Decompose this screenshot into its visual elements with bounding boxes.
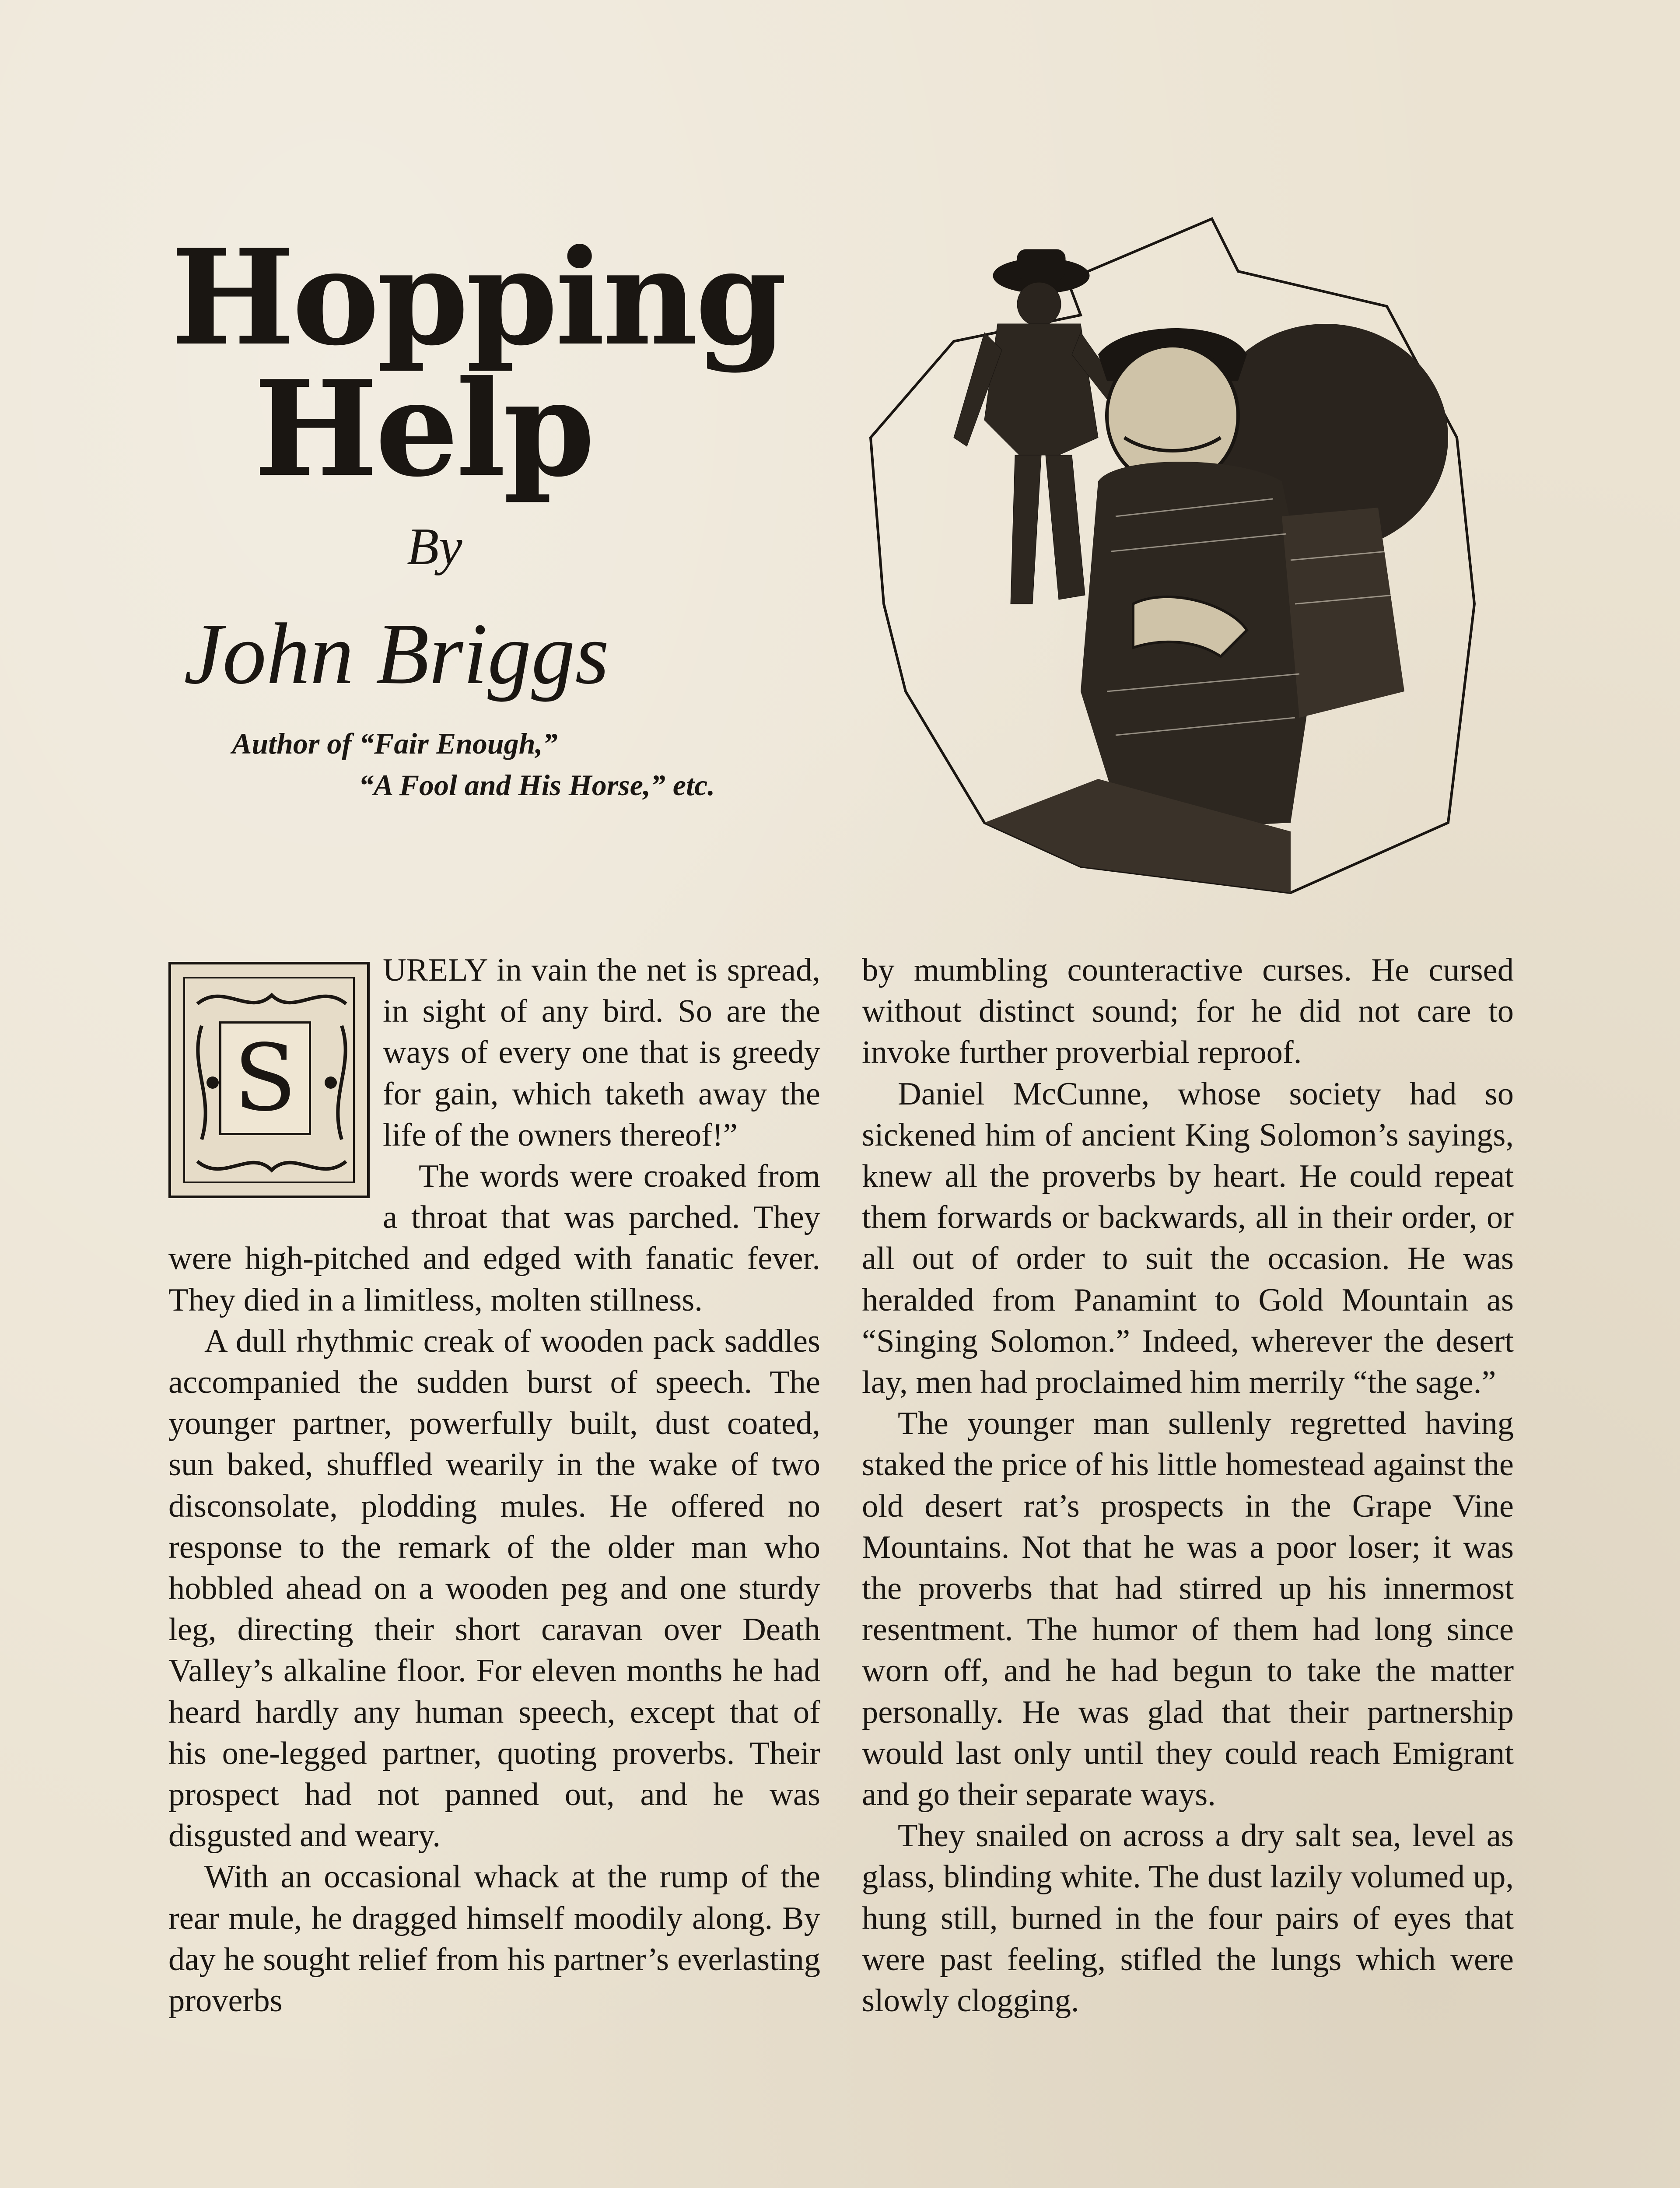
author-credit-line-2: “A Fool and His Horse,” etc. bbox=[359, 768, 715, 802]
author-name: John Briggs bbox=[184, 606, 609, 702]
paragraph: The words were croaked from a throat that was parched. They were high-pitched and edged with fanatic fever. They died in a limitless, molten stillness. bbox=[168, 1158, 820, 1318]
byline: By bbox=[407, 517, 462, 575]
paragraph: URELY in vain the net is spread, in sight of any bird. So are the ways of every one that is greedy for gain, which taketh away the life of the owners thereof!” bbox=[383, 952, 820, 1153]
title-line-2: Help bbox=[254, 351, 593, 506]
paragraph: by mumbling counteractive curses. He cursed without distinct sound; for he did not care to invoke further proverbial reproof. bbox=[862, 952, 1514, 1071]
drop-cap-letter: S bbox=[219, 1021, 311, 1135]
paragraph: With an occasional whack at the rump of the rear mule, he dragged himself moodily along. By day he sought relief from his partner’s everlasting proverbs bbox=[168, 1859, 820, 2019]
author-credit-line-1: Author of “Fair Enough,” bbox=[232, 727, 558, 760]
paragraph: The younger man sullenly regretted having staked the price of his little homestead against the old desert rat’s prospects in the Grape Vine Mountains. Not that he was a poor loser; it was the proverbs that had stirred up his innermost resentment. The humor of them had long since worn off, and he had begun to take the matter personally. He was glad that their partnership would last only until they could reach Emigrant and go their separate ways. bbox=[862, 1406, 1514, 1813]
left-text-column bbox=[168, 950, 820, 2021]
paragraph: Daniel McCunne, whose society had so sickened him of ancient King Solomon’s sayings, knew all the proverbs by heart. He could repeat them forwards or backwards, all in their order, or all out of order to suit the occasion. He was heralded from Panamint to Gold Mountain as “Singing Solomon.” Indeed, wherever the desert lay, men had proclaimed him merrily “the sage.” bbox=[862, 1076, 1514, 1401]
ornamental-drop-cap bbox=[168, 962, 370, 1198]
right-text-column bbox=[862, 950, 1514, 2021]
story-title bbox=[171, 220, 784, 506]
paragraph: A dull rhythmic creak of wooden pack saddles accompanied the sudden burst of speech. The younger partner, powerfully built, dust coated, sun baked, shuffled wearily in the wake of two disconsolate, plodding mules. He offered no response to the remark of the older man who hobbled ahead on a wooden peg and one sturdy leg, directing their short caravan over Death Valley’s alkaline floor. For eleven months he had heard hardly any human speech, except that of his one-legged partner, quoting proverbs. Their prospect had not panned out, and he was disgusted and weary. bbox=[168, 1323, 820, 1854]
paragraph: They snailed on across a dry salt sea, level as glass, blinding white. The dust lazily volumed up, hung still, burned in the four pairs of eyes that were past feeling, stifled the lungs which were slowly clogging. bbox=[862, 1818, 1514, 2019]
title-line-1: Hopping bbox=[171, 220, 784, 375]
illustration-prospectors-with-mule bbox=[853, 210, 1501, 928]
